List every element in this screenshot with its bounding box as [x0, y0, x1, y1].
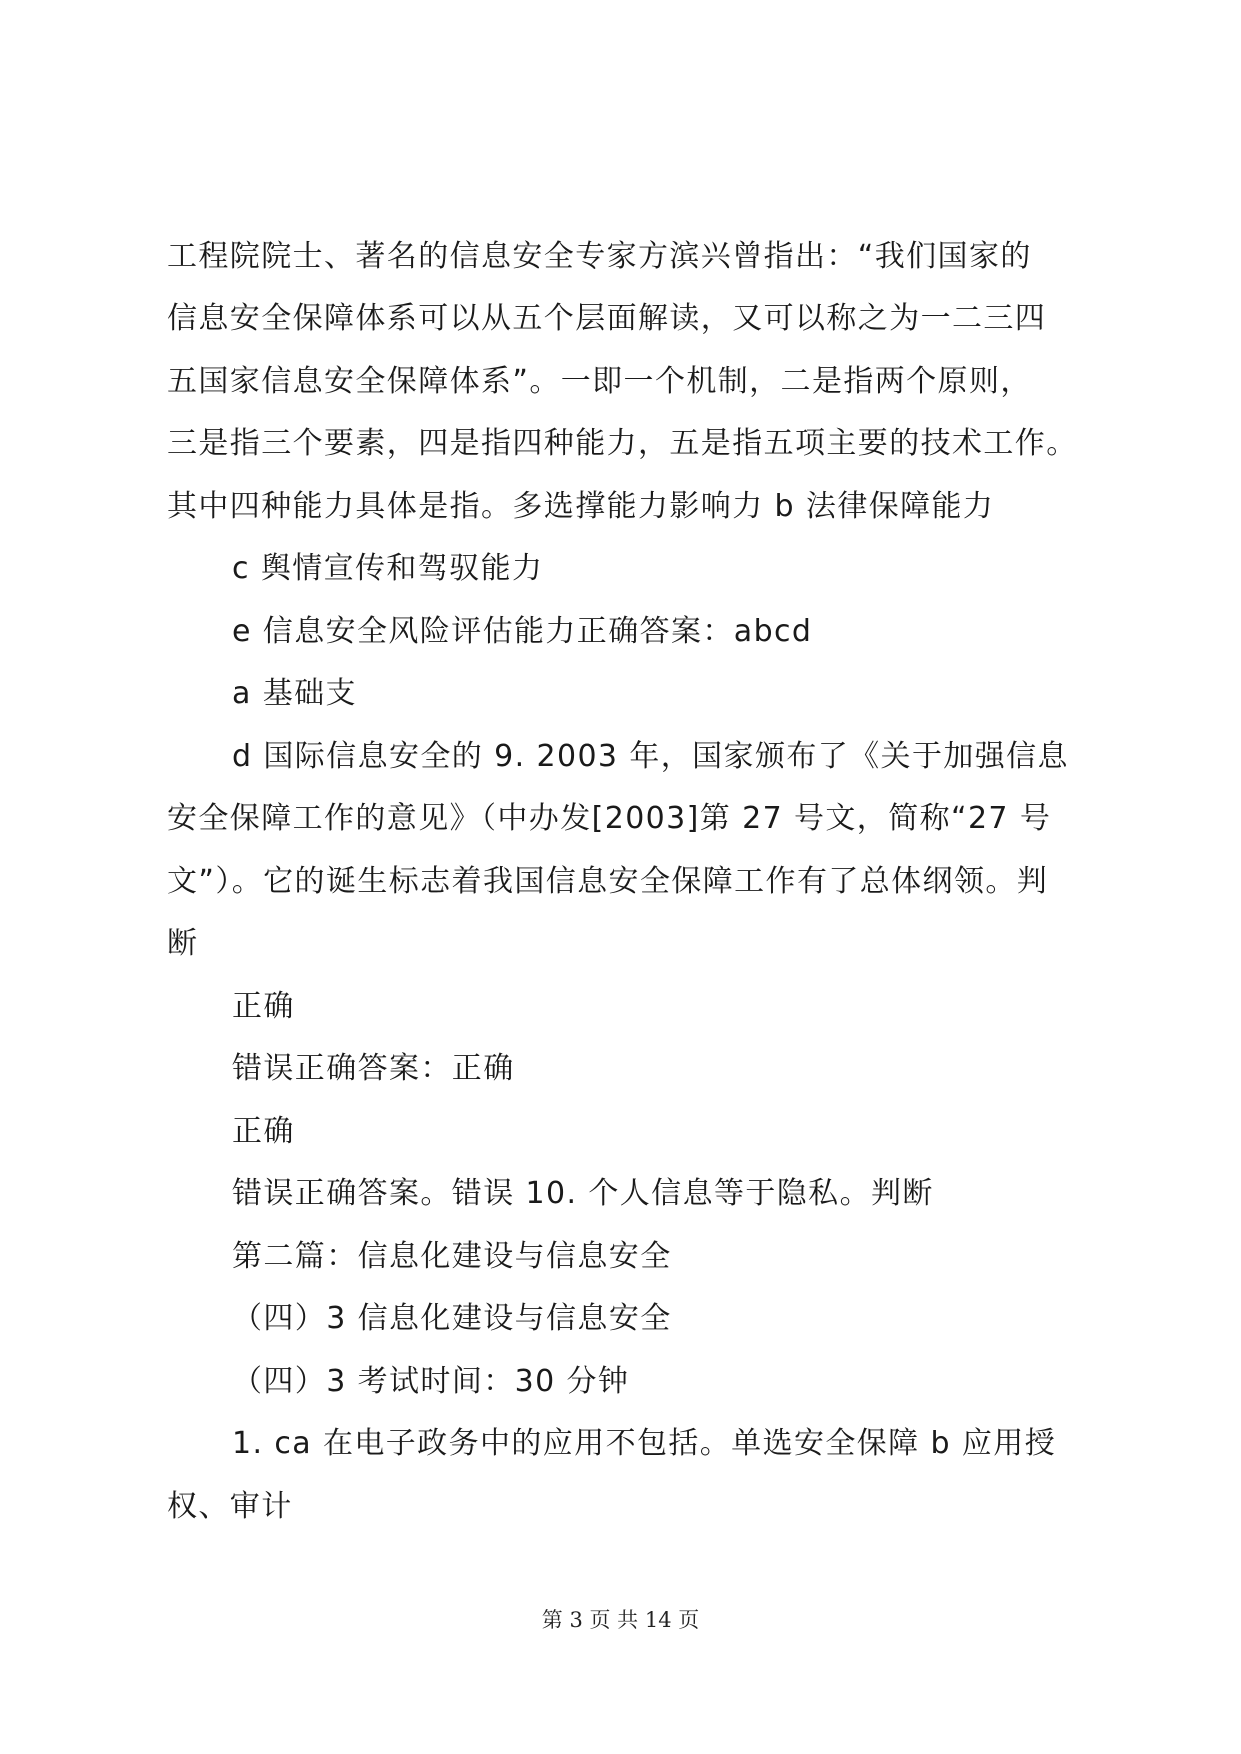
text-line: （四）3 信息化建设与信息安全 — [232, 1301, 672, 1336]
text-line: 工程院院士、著名的信息安全专家方滨兴曾指出：“我们国家的 — [167, 239, 1032, 274]
text-line: c 舆情宣传和驾驭能力 — [232, 551, 544, 586]
text-line: e 信息安全风险评估能力正确答案：abcd — [232, 614, 813, 649]
text-line: 错误正确答案：正确 — [232, 1051, 515, 1086]
page-number-footer: 第 3 页 共 14 页 — [541, 1608, 700, 1632]
text-line: 其中四种能力具体是指。多选撑能力影响力 b 法律保障能力 — [167, 489, 995, 524]
section-heading: 第二篇：信息化建设与信息安全 — [232, 1239, 672, 1274]
text-line: 断 — [167, 926, 199, 961]
text-line: 五国家信息安全保障体系”。一即一个机制，二是指两个原则， — [167, 364, 1032, 399]
text-line: 正确 — [232, 989, 295, 1024]
text-line: （四）3 考试时间：30 分钟 — [232, 1364, 630, 1399]
text-line: d 国际信息安全的 9. 2003 年，国家颁布了《关于加强信息 — [232, 739, 1069, 774]
text-line: 三是指三个要素，四是指四种能力，五是指五项主要的技术工作。 — [167, 426, 1078, 461]
text-line: 正确 — [232, 1114, 295, 1149]
text-line: 错误正确答案。错误 10. 个人信息等于隐私。判断 — [232, 1176, 934, 1211]
text-line: 权、审计 — [167, 1489, 293, 1524]
text-line: 信息安全保障体系可以从五个层面解读，又可以称之为一二三四 — [167, 301, 1047, 336]
text-line: 安全保障工作的意见》（中办发[2003]第 27 号文，简称“27 号 — [167, 801, 1052, 836]
text-line: 文”）。它的诞生标志着我国信息安全保障工作有了总体纲领。判 — [167, 864, 1049, 899]
text-line: a 基础支 — [232, 676, 357, 711]
text-line: 1. ca 在电子政务中的应用不包括。单选安全保障 b 应用授 — [232, 1426, 1057, 1461]
